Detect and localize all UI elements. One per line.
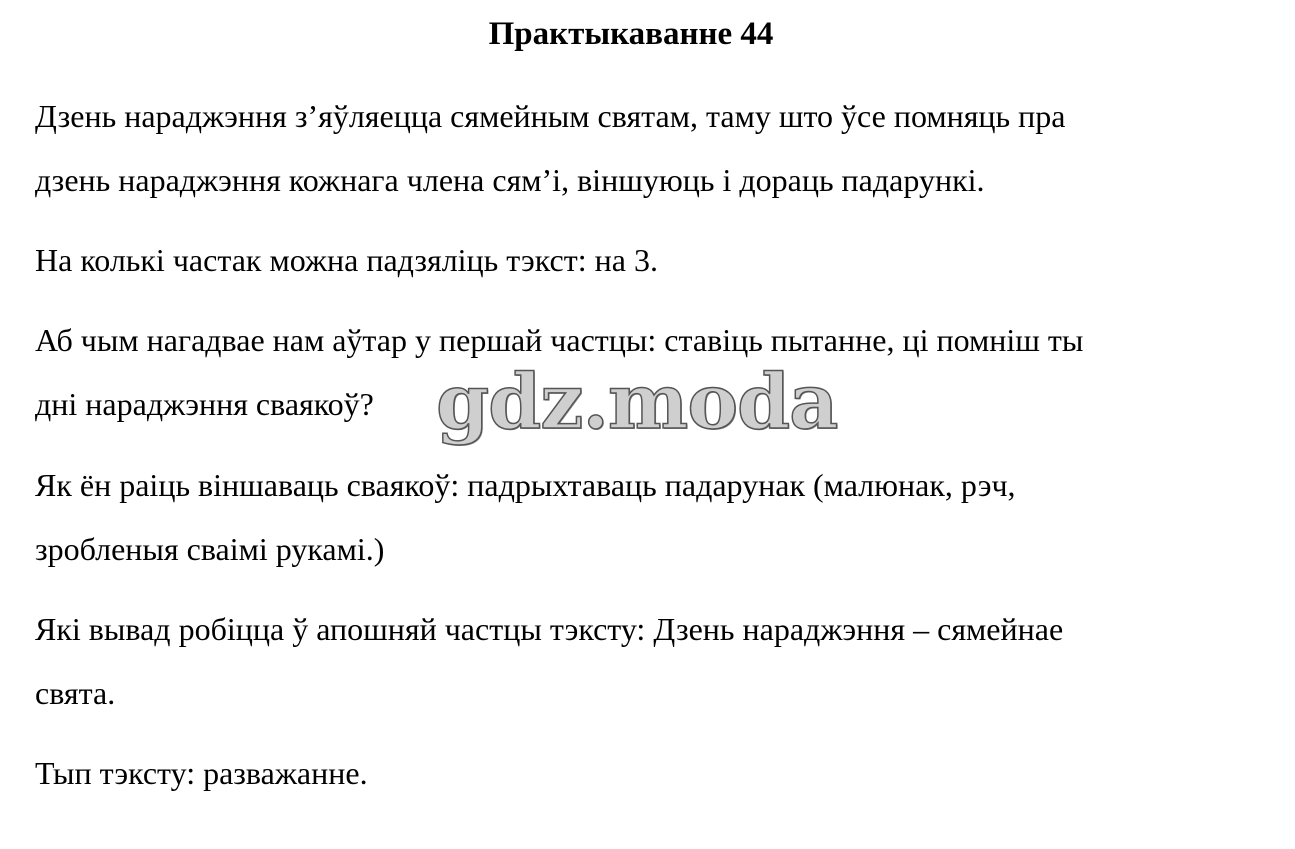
text-line: На колькі частак можна падзяліць тэкст: на 3. — [35, 242, 658, 278]
text-line: свята. — [35, 675, 116, 711]
watermark-logo: gdz.moda — [436, 357, 838, 446]
page-title: Практыкаванне 44 — [488, 16, 774, 52]
text-line: Тып тэксту: разважанне. — [35, 755, 368, 791]
text-line: Дзень нараджэння з’яўляецца сямейным святам, таму што ўсе помняць пра — [35, 98, 1066, 134]
text-line: дні нараджэння сваякоў? — [35, 386, 374, 422]
paragraph-conclusion — [35, 597, 1235, 725]
text-line: Як ён раіць віншаваць сваякоў: падрыхтаваць падарунак (малюнак, рэч, — [35, 467, 1016, 503]
text-line: Які вывад робіцца ў апошняй частцы тэксту: Дзень нараджэння – сямейнае — [35, 611, 1064, 647]
paragraph-text-type — [35, 741, 1235, 805]
paragraph-text-parts — [35, 228, 1235, 292]
text-line: Аб чым нагадвае нам аўтар у першай частцы: ставіць пытанне, ці помніш ты — [35, 322, 1084, 358]
paragraph-birthday-family-holiday — [35, 84, 1235, 212]
paragraph-congratulation-advice — [35, 453, 1235, 581]
text-line: зробленыя сваімі рукамі.) — [35, 531, 385, 567]
text-line: дзень нараджэння кожнага члена сям’і, віншуюць і дораць падарункі. — [35, 162, 985, 198]
